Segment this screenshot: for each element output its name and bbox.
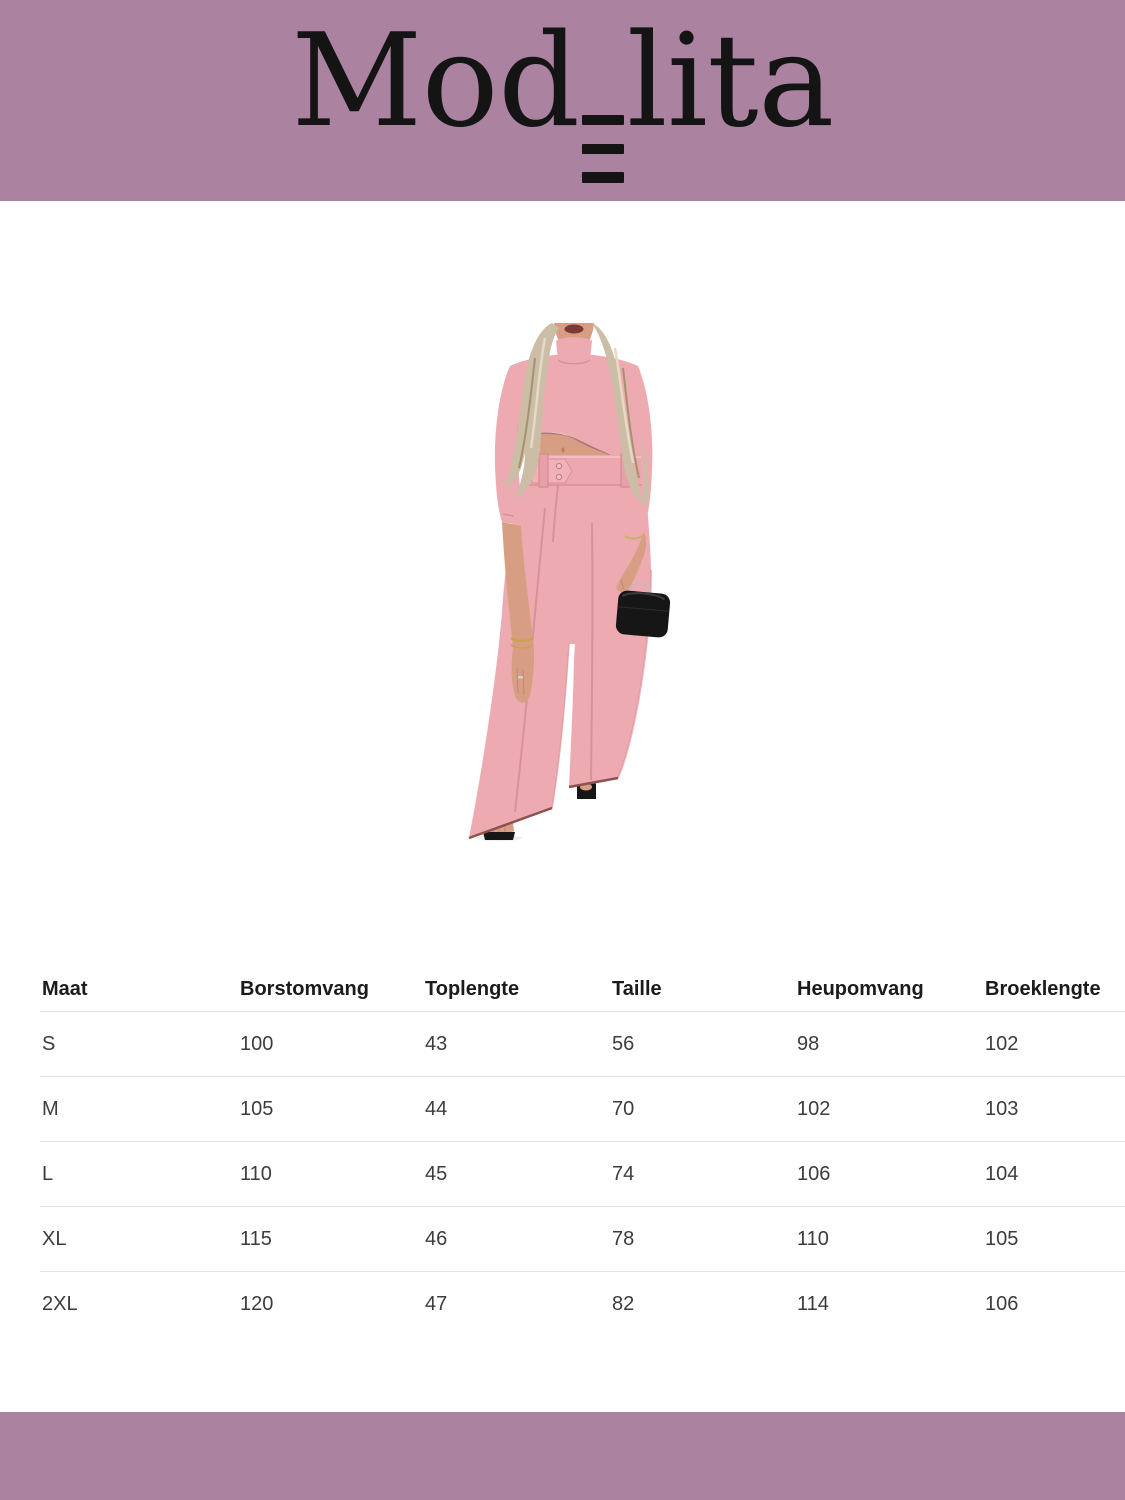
cell-size: L bbox=[40, 1142, 238, 1207]
cell-value: 46 bbox=[423, 1207, 610, 1272]
cell-value: 102 bbox=[985, 1032, 1019, 1055]
cell-value: 104 bbox=[983, 1142, 1125, 1207]
table-row-m bbox=[40, 1077, 1125, 1142]
cell-size: 2XL bbox=[40, 1272, 238, 1337]
cell-value: 120 bbox=[238, 1272, 423, 1337]
wide-leg-trousers bbox=[469, 454, 651, 838]
logo-e-bars-icon bbox=[582, 115, 624, 183]
column-header-heupomvang: Heupomvang bbox=[795, 978, 983, 1012]
header-banner bbox=[0, 0, 1125, 201]
size-chart-table bbox=[40, 978, 1125, 1336]
column-header-broeklengte: Broeklengte bbox=[983, 978, 1125, 1012]
column-header-maat: Maat bbox=[40, 978, 238, 1012]
cell-size: M bbox=[40, 1077, 238, 1142]
cell-value: 105 bbox=[983, 1207, 1125, 1272]
cell-value: 106 bbox=[795, 1142, 983, 1207]
column-header-borstomvang: Borstomvang bbox=[238, 978, 423, 1012]
brand-logo-text-post: lita bbox=[626, 7, 834, 157]
column-header-taille: Taille bbox=[610, 978, 795, 1012]
cell-value: 78 bbox=[610, 1207, 795, 1272]
cell-value: 98 bbox=[797, 1032, 820, 1055]
cell-value: 44 bbox=[423, 1077, 610, 1142]
cell-value: 70 bbox=[610, 1077, 795, 1142]
brand-logo bbox=[291, 7, 834, 182]
cell-value: 110 bbox=[795, 1207, 983, 1272]
cell-size: S bbox=[42, 1032, 56, 1055]
cell-value: 115 bbox=[238, 1207, 423, 1272]
cell-value: 105 bbox=[238, 1077, 423, 1142]
cell-value: 56 bbox=[612, 1032, 635, 1055]
product-photo-illustration bbox=[455, 308, 695, 843]
cell-value: 82 bbox=[610, 1272, 795, 1337]
product-image bbox=[455, 308, 695, 843]
cell-value: 103 bbox=[983, 1077, 1125, 1142]
cell-value: 114 bbox=[795, 1272, 983, 1337]
cell-value: 74 bbox=[610, 1142, 795, 1207]
cell-value: 43 bbox=[425, 1032, 448, 1055]
cell-value: 47 bbox=[423, 1272, 610, 1337]
table-row-xl bbox=[40, 1207, 1125, 1272]
cell-value: 110 bbox=[238, 1142, 423, 1207]
footer-banner bbox=[0, 1412, 1125, 1500]
table-row-l bbox=[40, 1142, 1125, 1207]
cell-value: 106 bbox=[983, 1272, 1125, 1337]
cell-size: XL bbox=[40, 1207, 238, 1272]
table-row-s bbox=[40, 1012, 1125, 1077]
brand-logo-text-pre: Mod bbox=[291, 7, 580, 157]
cell-value: 102 bbox=[795, 1077, 983, 1142]
column-header-toplengte: Toplengte bbox=[423, 978, 610, 1012]
table-row-2xl bbox=[40, 1272, 1125, 1337]
table-header-row bbox=[40, 978, 1125, 1012]
cell-value: 45 bbox=[423, 1142, 610, 1207]
cell-value: 100 bbox=[240, 1032, 274, 1055]
